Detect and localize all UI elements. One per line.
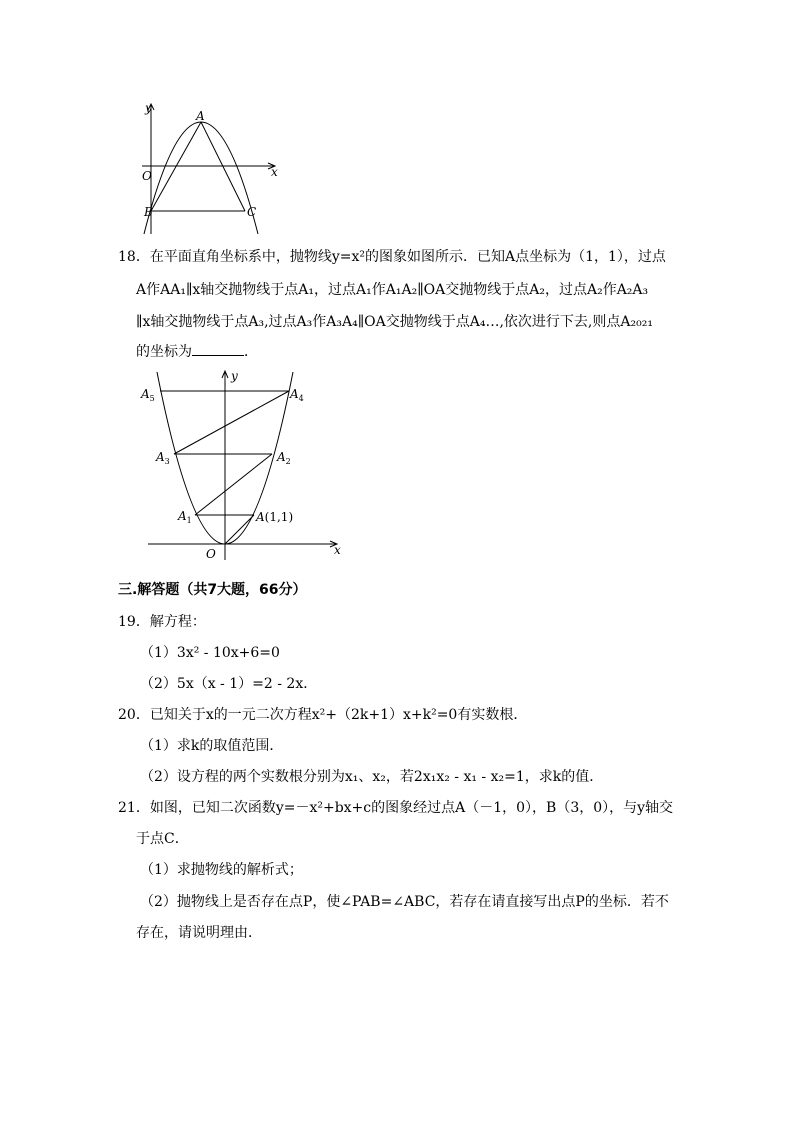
segment-a3-a4 <box>174 391 289 454</box>
label-a: A <box>196 109 205 123</box>
q18-line2: A作AA₁∥x轴交抛物线于点A₁，过点A₁作A₁A₂∥OA交抛物线于点A₂，过点A₂作A₂A₃ <box>136 282 649 298</box>
segment-o-a <box>225 515 254 544</box>
q20-part1: （1）求k的取值范围． <box>140 738 284 754</box>
q20-part2: （2）设方程的两个实数根分别为x₁、x₂，若2x₁x₂ - x₁ - x₂=1，求k的值． <box>140 769 604 785</box>
label-x: x <box>334 543 341 557</box>
q19-part2: （2）5x（x - 1）=2 - 2x． <box>140 676 318 692</box>
q19-title: 19．解方程： <box>118 614 206 630</box>
label-c: C <box>247 205 257 219</box>
label-y: y <box>145 101 152 115</box>
label-a3: $A_3$ <box>156 450 170 466</box>
label-a4: $A_4$ <box>290 387 304 403</box>
q21-part1: （1）求抛物线的解析式； <box>140 862 303 878</box>
label-x: x <box>271 165 278 179</box>
answer-blank <box>192 343 244 356</box>
q18-line4-end: ． <box>244 344 258 360</box>
label-o: O <box>206 547 216 561</box>
label-a: A(1,1) <box>256 510 294 524</box>
q18-line4-text: 的坐标为 <box>136 344 192 360</box>
q21-part2b: 存在，请说明理由． <box>136 925 262 941</box>
label-a5: $A_5$ <box>141 387 155 403</box>
q18-line3: ∥x轴交抛物线于点A₃,过点A₃作A₃A₄∥OA交抛物线于点A₄…,依次进行下去,则点A₂₀₂₁ <box>136 314 653 330</box>
label-b: B <box>144 205 153 219</box>
segment-a1-a2 <box>195 454 272 515</box>
q18-line1: 18．在平面直角坐标系中，抛物线y=x²的图象如图所示．已知A点坐标为（1，1），过点 <box>118 249 666 265</box>
q18-line4 <box>136 342 258 362</box>
q21-line2: 于点C． <box>136 831 189 847</box>
q20-title: 20．已知关于x的一元二次方程x²+（2k+1）x+k²=0有实数根． <box>118 707 528 723</box>
label-a2: $A_2$ <box>277 450 291 466</box>
figure-top-parabola <box>130 98 290 238</box>
figure-q18-parabola <box>138 370 348 562</box>
q21-part2a: （2）抛物线上是否存在点P，使∠PAB=∠ABC，若存在请直接写出点P的坐标．若不 <box>140 894 669 910</box>
q21-line1: 21．如图，已知二次函数y=－x²+bx+c的图象经过点A（－1，0），B（3，0），与y轴交 <box>118 800 674 816</box>
q19-part1: （1）3x² - 10x+6=0 <box>140 645 280 661</box>
label-a1: $A_1$ <box>178 509 192 525</box>
label-o: O <box>142 169 152 183</box>
section3-heading: 三.解答题（共7大题，66分） <box>118 582 307 598</box>
label-y: y <box>231 370 238 383</box>
parabola-curve <box>144 122 258 234</box>
